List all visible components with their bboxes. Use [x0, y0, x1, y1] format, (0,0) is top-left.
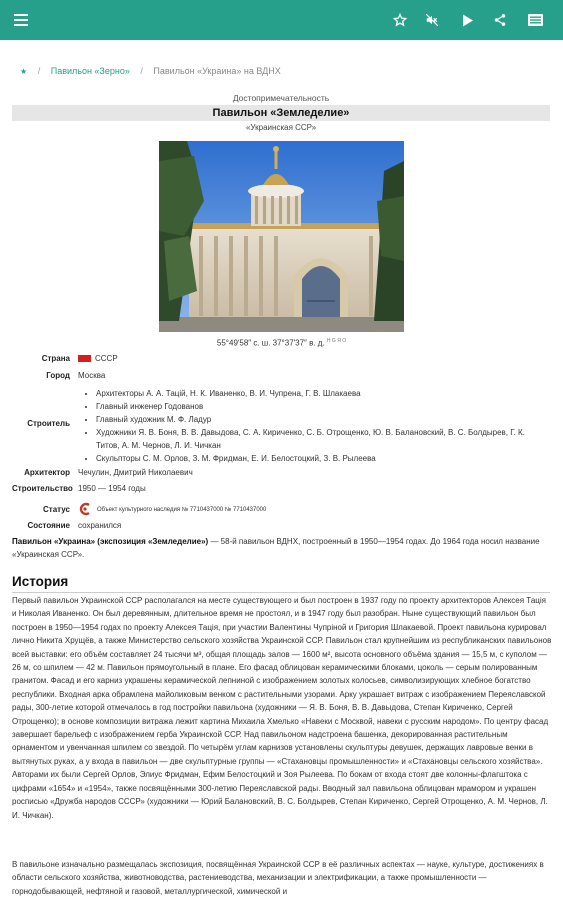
home-link[interactable]: ★ — [20, 67, 28, 76]
builder-item: • Скульпторы С. М. Орлов, З. М. Фридман, Е. И. Белостоцкий, З. В. Рылеева — [96, 452, 550, 465]
menu-button[interactable] — [8, 0, 34, 40]
builder-item: • Главный инженер Годованов — [96, 400, 550, 413]
history-paragraph-1: Первый павильон Украинской ССР располагался на месте существующего и был построен в 1937 году по проекту архитекторов Алексея Тація и Николая Иваненко. Он был деревянным, длительное время не простоял, и в 1947 году был разобран. Ныне существующий павильон был построен в 1950—1954 годах по проекту Алексея Тація, при участии Валентины Чупріной и Григория Шлакаевой. Проект павильона курировал лично Никита Хрущёв, а также Министерство сельского хозяйства Украинской ССР. Павильон стал крупнейшим из республиканских павильонов всей выставки: его объём составляет 24 тысячи м³, общая площадь залов — 1600 м², высота основного объёма здания — 15,5 м, с куполом — 26 м, со шпилем — 42 м. Павильон прямоугольный в плане. Его фасад облицован керамическими блоками, цоколь — серым полированным гранитом. Фасад и его карниз украшены керамической лепниной с изображением золотых колосьев, символизирующих хлебное богатство республики. Входная арка обрамлена майоликовым венком с растительными узорами. Арку украшает витраж с изображением Переяславской рады, 300-летие которой отмечалось в год постройки павильона (художники — Я. В. Боня, В. В. Давыдова, Степан Кириченко, Сергей Отрощенко); в основе композиции витража лежит картина Михаила Хмелько «Навеки с Москвой, навеки с русским народом». По центру фасад завершает барельеф с изображением герба Украинской ССР. Над павильоном надстроена башенка, декорированная растительным орнаментом и увенчанная шпилем со звездой. По четырём углам карнизов установлены скульптуры девушек, держащих лавровые венки в вытянутых руках, а у входа в павильон — две скульптурные группы — «Стахановцы промышленности» и «Стахановцы сельского хозяйства». Авторами их были Сергей Орлов, Элиус Фридман, Ефим Белостоцкий и Зоя Рылеева. По бокам от входа стоят две колонны-флагштока с цифрами «1654» и «1954», также посвящёнными 300-летию Переяславской рады. Вводный зал павильона облицован мрамором и украшен росписью «Дружба народов СССР» (художники — Юрий Балановский, В. С. Болдырев, Степан Кириченко, Сергей Отрощенко, А. М. Чернов, Л. И. Чичкан). — [12, 596, 552, 820]
mute-button[interactable] — [420, 0, 444, 40]
row-status — [12, 500, 550, 518]
breadcrumb — [20, 66, 281, 76]
state-label: Состояние — [27, 521, 70, 530]
row-builder — [12, 387, 550, 465]
map-links[interactable]: H G Я O — [326, 338, 347, 344]
builder-label: Строитель — [27, 419, 70, 428]
architect-label: Архитектор — [24, 468, 70, 477]
share-button[interactable] — [488, 0, 512, 40]
state-value: сохранился — [78, 521, 122, 530]
city-label: Город — [46, 371, 70, 380]
pavilion-photo[interactable] — [159, 141, 404, 332]
favorite-button[interactable] — [388, 0, 412, 40]
intro-bold: Павильон «Украина» (экспозиция «Земледелие») — [12, 537, 209, 546]
infobox-properties — [12, 354, 550, 535]
row-construction — [12, 484, 550, 500]
play-icon — [462, 14, 474, 27]
history-paragraph-2: В павильоне изначально размещалась экспозиция, посвящённая Украинской ССР в её различных аспектах — науке, культуре, достижениях в области сельского хозяйства, животноводства, растениеводства, механизации и электрификации, а также промышленности — горнодобывающей, нефтяной и газовой, металлургической, химической и — [12, 860, 544, 896]
infobox-type: Достопримечательность — [232, 93, 330, 103]
menu-icon — [14, 14, 28, 26]
row-country — [12, 354, 550, 367]
row-architect — [12, 468, 550, 484]
pavilion-image — [159, 141, 404, 332]
construction-label: Строительство — [12, 484, 73, 493]
status-value[interactable]: Объект культурного наследия № 7710437000 № 7710437000 — [97, 507, 267, 514]
builder-item: • Художники Я. В. Боня, В. В. Давыдова, С. А. Кириченко, С. Б. Отрощенко, Ю. В. Балановский, В. С. Болдырев, Г. К. Титов, А. М. Чернов, Л. И. Чичкан — [96, 426, 550, 452]
star-icon — [393, 13, 407, 27]
reader-mode-button[interactable] — [523, 0, 547, 40]
builder-item: • Главный художник М. Ф. Ладур — [96, 413, 550, 426]
mute-icon — [425, 13, 439, 27]
section-heading-history[interactable]: История — [12, 574, 550, 593]
status-label: Статус — [43, 504, 70, 514]
row-state — [12, 521, 550, 535]
play-button[interactable] — [456, 0, 480, 40]
app-bar — [0, 0, 563, 40]
reader-icon — [528, 14, 543, 26]
row-city — [12, 371, 550, 387]
infobox-subtitle: «Украинская ССР» — [245, 123, 317, 132]
infobox-title: Павильон «Земледелие» — [12, 105, 550, 121]
builder-item: • Архитекторы А. А. Тацій, Н. К. Иваненко, В. И. Чупрена, Г. В. Шлакаева — [96, 387, 550, 400]
breadcrumb-current: Павильон «Украина» на ВДНХ — [153, 66, 281, 76]
breadcrumb-separator: / — [37, 66, 41, 76]
ussr-flag-icon — [78, 355, 91, 362]
breadcrumb-separator: / — [140, 66, 143, 76]
intro-paragraph — [12, 535, 550, 561]
coordinates-text: 55°49′58″ с. ш. 37°37′37″ в. д. — [216, 338, 325, 348]
share-icon — [493, 13, 507, 27]
builders-list — [78, 387, 550, 465]
country-label: Страна — [41, 354, 70, 363]
intro-text: — 58-й павильон ВДНХ, построенный в 1950—1954 годах. До 1964 года носил название «Украинская ССР». — [12, 537, 540, 559]
infobox — [12, 91, 550, 135]
heritage-icon — [78, 502, 92, 516]
construction-value: 1950 — 1954 годы — [78, 484, 146, 493]
city-value[interactable]: Москва — [78, 371, 106, 380]
architect-value[interactable]: Чечулин, Дмитрий Николаевич — [78, 468, 193, 477]
country-value[interactable]: СССР — [95, 354, 118, 363]
coordinates[interactable] — [0, 338, 563, 348]
breadcrumb-parent-link[interactable]: Павильон «Зерно» — [50, 66, 130, 76]
